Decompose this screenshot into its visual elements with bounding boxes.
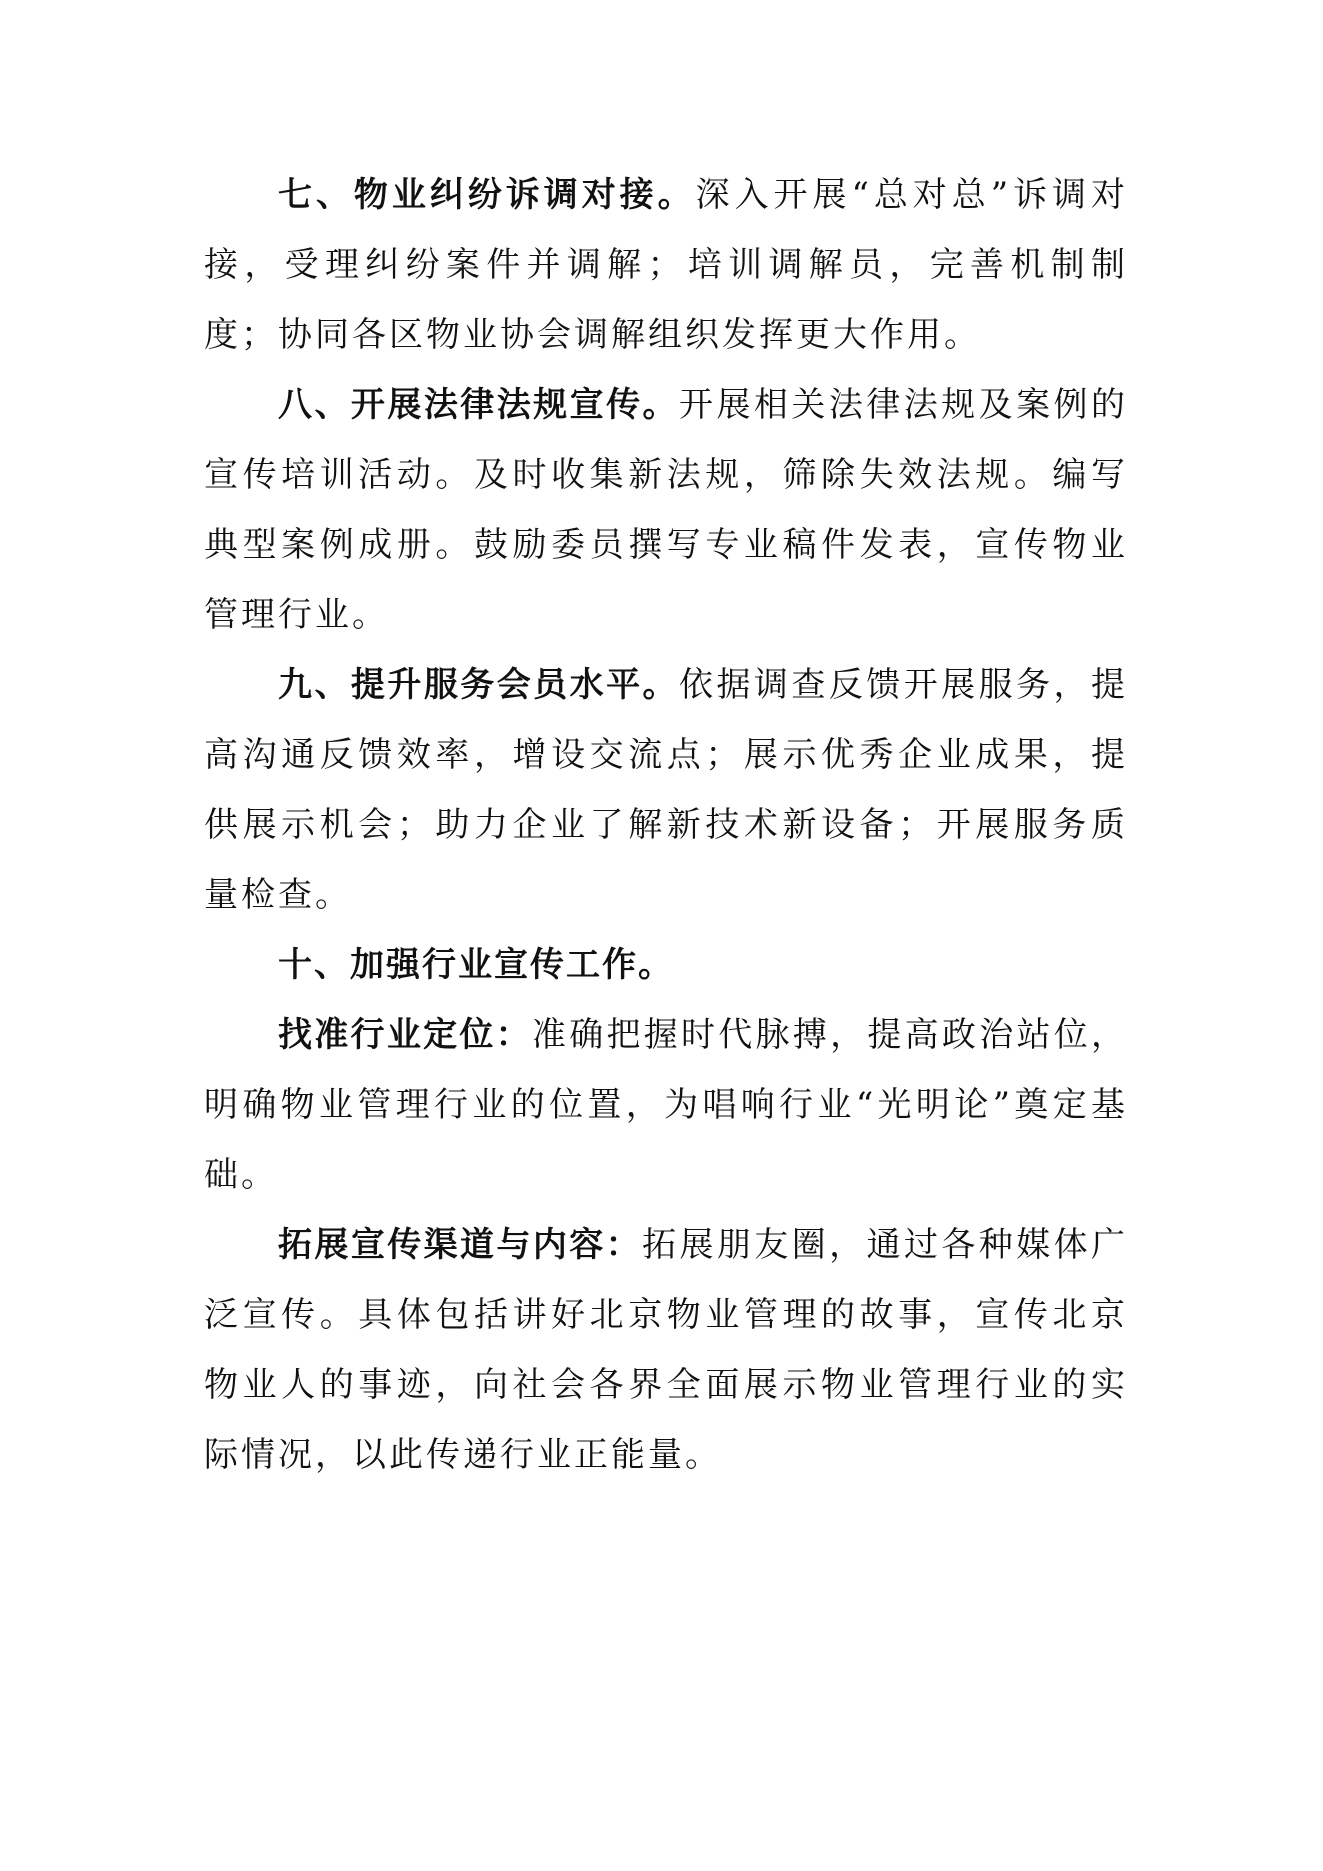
- section-9-heading: 九、提升服务会员水平。: [278, 665, 679, 705]
- subsection-positioning-heading: 找准行业定位：: [278, 1015, 532, 1055]
- subsection-channels-heading: 拓展宣传渠道与内容：: [278, 1225, 643, 1265]
- subsection-channels: [204, 1210, 1128, 1490]
- section-7-body: 深入开展“总对总”诉调对接，受理纠纷案件并调解；培训调解员，完善机制制度；协同各区物业协会调解组织发挥更大作用。: [204, 175, 1129, 355]
- section-9: [204, 650, 1128, 930]
- subsection-positioning: [204, 1000, 1128, 1210]
- section-10-heading: 十、加强行业宣传工作。: [278, 945, 674, 985]
- section-10: [204, 930, 1128, 1000]
- section-8-body: 开展相关法律法规及案例的宣传培训活动。及时收集新法规，筛除失效法规。编写典型案例成册。鼓励委员撰写专业稿件发表，宣传物业管理行业。: [204, 385, 1128, 635]
- section-9-body: 依据调查反馈开展服务，提高沟通反馈效率，增设交流点；展示优秀企业成果，提供展示机会；助力企业了解新技术新设备；开展服务质量检查。: [204, 665, 1128, 915]
- section-8-heading: 八、开展法律法规宣传。: [278, 385, 679, 425]
- document-body: [204, 160, 1128, 1490]
- section-8: [204, 370, 1128, 650]
- section-7: [204, 160, 1128, 370]
- subsection-positioning-body: 准确把握时代脉搏，提高政治站位，明确物业管理行业的位置，为唱响行业“光明论”奠定基础。: [204, 1015, 1129, 1195]
- subsection-channels-body: 拓展朋友圈，通过各种媒体广泛宣传。具体包括讲好北京物业管理的故事，宣传北京物业人的事迹，向社会各界全面展示物业管理行业的实际情况，以此传递行业正能量。: [204, 1225, 1129, 1475]
- section-7-heading: 七、物业纠纷诉调对接。: [278, 175, 696, 215]
